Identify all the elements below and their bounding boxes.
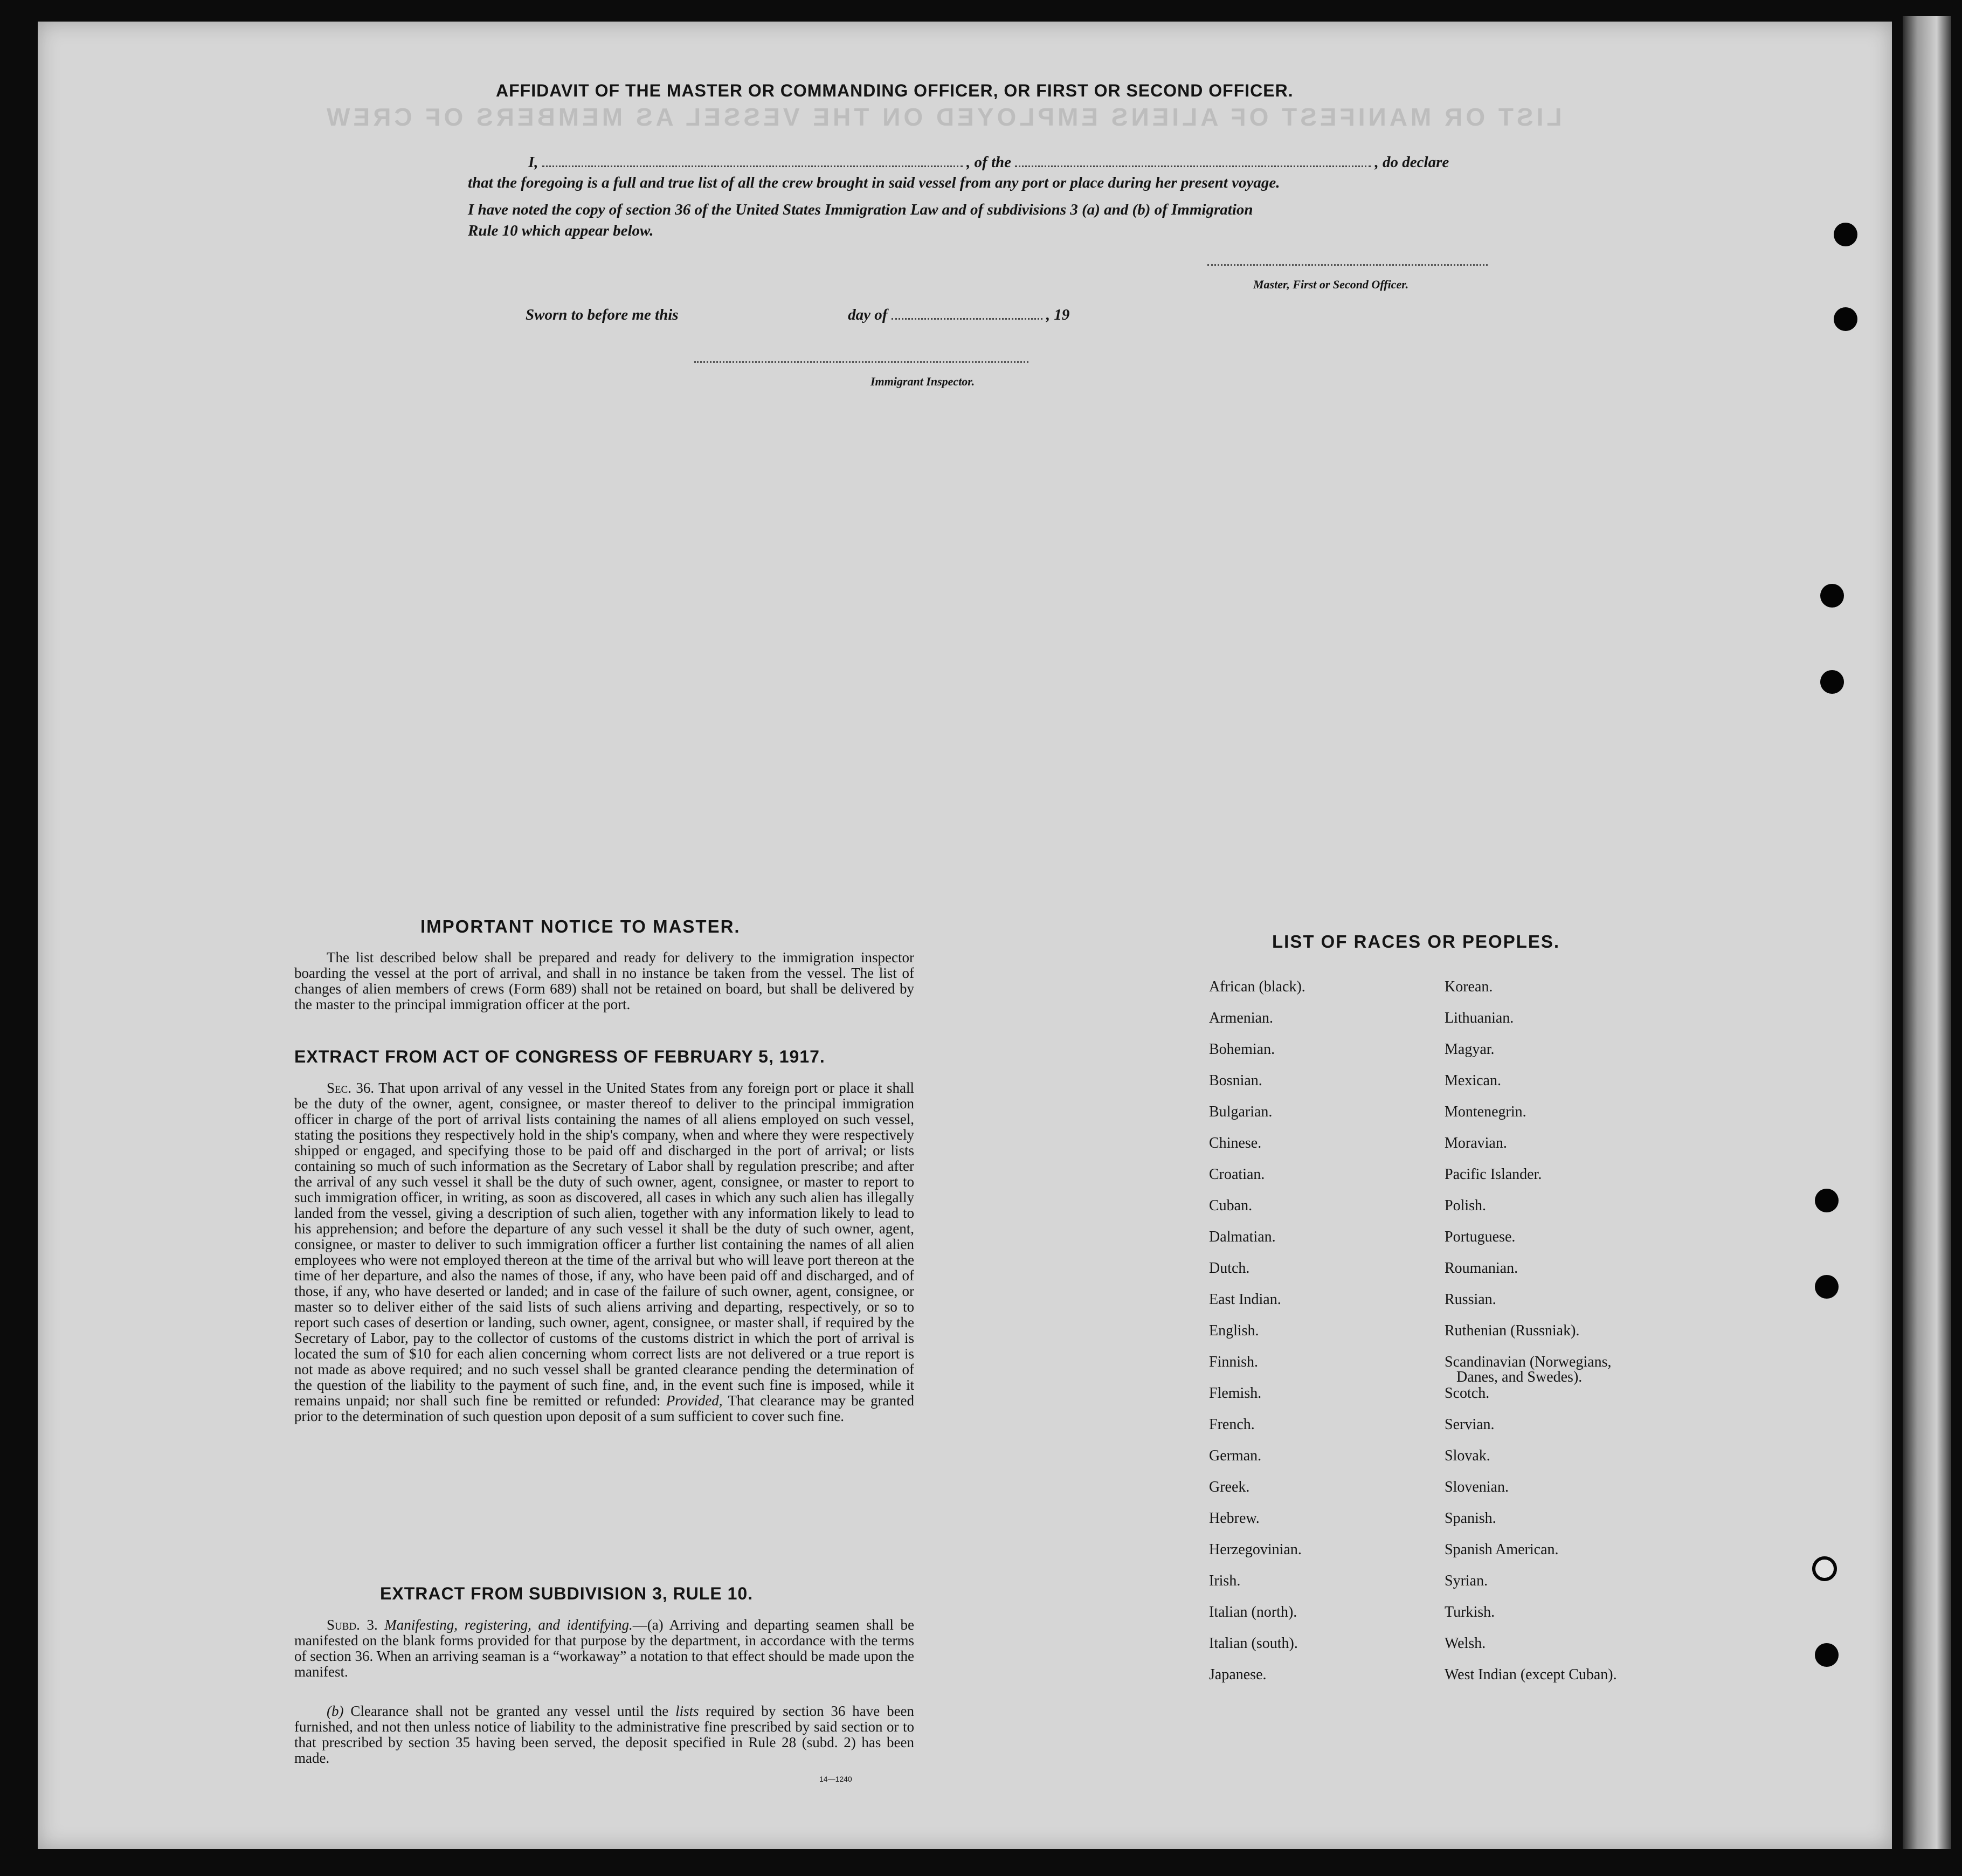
race-item xyxy=(1209,1103,1305,1135)
race-item xyxy=(1209,1479,1305,1510)
sworn-label: Sworn to before me this xyxy=(526,306,679,323)
punch-hole xyxy=(1820,584,1844,608)
race-item xyxy=(1445,1354,1617,1385)
race-label: Mexican. xyxy=(1445,1072,1501,1089)
race-label-continuation: Danes, and Swedes). xyxy=(1456,1369,1583,1385)
race-item xyxy=(1209,1447,1305,1479)
race-item xyxy=(1209,1385,1305,1416)
race-item xyxy=(1445,1072,1617,1103)
race-item xyxy=(1445,1510,1617,1541)
extract-rule-para-b xyxy=(294,1703,914,1766)
race-label: Italian (north). xyxy=(1209,1604,1297,1620)
race-item xyxy=(1445,1010,1617,1041)
race-item xyxy=(1445,1666,1617,1698)
page-edge xyxy=(1903,16,1951,1849)
race-item xyxy=(1209,1322,1305,1354)
affidavit-declare-label: , do declare xyxy=(1374,154,1449,171)
race-label: Armenian. xyxy=(1209,1010,1273,1026)
bleed-through-title: LIST OR MANIFEST OF ALIENS EMPLOYED ON THE VESSEL AS MEMBERS OF CREW xyxy=(323,103,1562,131)
sworn-day-of-label: day of xyxy=(848,306,888,323)
race-label: Slovenian. xyxy=(1445,1479,1509,1495)
punch-hole xyxy=(1834,223,1857,246)
master-signature-field[interactable] xyxy=(1207,264,1488,266)
races-title: LIST OF RACES OR PEOPLES. xyxy=(1272,932,1560,951)
race-item xyxy=(1209,1010,1305,1041)
para-b-label: (b) xyxy=(327,1703,344,1719)
race-item xyxy=(1209,1510,1305,1541)
race-item xyxy=(1445,1572,1617,1604)
subd-3-label: Subd. 3. xyxy=(327,1617,378,1633)
race-label: Spanish. xyxy=(1445,1510,1496,1527)
affidavit-line-3: I have noted the copy of section 36 of the United States Immigration Law and of subdivisions 3 (a) and (b) of Immigration xyxy=(468,201,1253,218)
race-label: Bosnian. xyxy=(1209,1072,1262,1089)
race-item xyxy=(1445,1166,1617,1197)
race-label: African (black). xyxy=(1209,978,1305,995)
race-item xyxy=(1209,1572,1305,1604)
punch-hole xyxy=(1815,1189,1839,1212)
punch-hole xyxy=(1812,1556,1837,1581)
race-label: East Indian. xyxy=(1209,1291,1281,1308)
sec-36-text: That upon arrival of any vessel in the United States from any foreign port or place it shall be the duty of the owner, agent, consignee, or master thereof to deliver to the principal immigration officer in charge of the port of arrival lists containing the names of all aliens employed on such vessel, stating the positions they respectively hold in the ship's company, when and where they were respectively shipped or engaged, and specifying those to be paid off and discharged in the port of arrival; or lists containing so much of such information as the Secretary of Labor shall by regulation prescribe; and after the arrival of any such vessel it shall be the duty of such owner, agent, consignee, or master to report to such immigration officer, in writing, as soon as discovered, all cases in which any such alien has illegally landed from the vessel, giving a description of such alien, together with any information likely to lead to his apprehension; and before the departure of any such vessel it shall be the duty of such owner, agent, consignee, or master to deliver to such immigration officer a further list containing the names of all alien employees who were not employed thereon at the time of the arrival but who will leave port thereon at the time of her departure, and also the names of those, if any, who have been paid off and discharged, and of those, if any, who have deserted or landed; and in case of the failure of such owner, agent, consignee, or master so to deliver either of the said lists of such aliens arriving and departing, respectively, or so to report such cases of desertion or landing, such owner, agent, consignee, or master shall, if required by the Secretary of Labor, pay to the collector of customs of the customs district in which the port of arrival is located the sum of $10 for each alien concerning whom correct lists are not delivered or a true report is not made as above required; and no such vessel shall be granted clearance pending the determination of the question of the liability to the payment of such fine, and, in the event such fine is imposed, while it remains unpaid; nor shall such fine be remitted or refunded: xyxy=(294,1080,915,1409)
race-item xyxy=(1209,1072,1305,1103)
race-item xyxy=(1209,1260,1305,1291)
race-item xyxy=(1209,1291,1305,1322)
race-item xyxy=(1209,1416,1305,1447)
races-column-1 xyxy=(1209,978,1305,1698)
sworn-day-field[interactable] xyxy=(682,306,844,320)
sec-36-text-end: That clearance may be granted prior to the determination of such question upon deposit of a sum sufficient to cover such fine. xyxy=(294,1392,914,1424)
race-label: Pacific Islander. xyxy=(1445,1166,1542,1183)
race-item xyxy=(1209,1197,1305,1229)
race-label: Polish. xyxy=(1445,1197,1487,1214)
race-label: Lithuanian. xyxy=(1445,1010,1514,1026)
notice-body: The list described below shall be prepared and ready for delivery to the immigration inspector boarding the vessel at the port of arrival, and shall in no instance be taken from the vessel. The list of changes of alien members of crews (Form 689) shall not be retained on board, but shall be delivered by the master to the principal immigration officer at the port. xyxy=(294,949,914,1012)
race-label: Scandinavian (Norwegians, xyxy=(1445,1354,1612,1370)
form-number: 14—1240 xyxy=(819,1775,852,1783)
race-label: Slovak. xyxy=(1445,1447,1490,1464)
race-label: Finnish. xyxy=(1209,1354,1259,1370)
race-label: Dutch. xyxy=(1209,1260,1250,1277)
race-label: Welsh. xyxy=(1445,1635,1486,1652)
race-item xyxy=(1445,1322,1617,1354)
race-label: Chinese. xyxy=(1209,1135,1262,1151)
race-label: Bulgarian. xyxy=(1209,1103,1273,1120)
inspector-signature-label: Immigrant Inspector. xyxy=(871,375,975,388)
race-label: Croatian. xyxy=(1209,1166,1265,1183)
officer-name-field[interactable] xyxy=(542,154,963,167)
race-item xyxy=(1209,1666,1305,1698)
race-item xyxy=(1209,1635,1305,1666)
race-label: French. xyxy=(1209,1416,1255,1433)
race-label: Syrian. xyxy=(1445,1572,1488,1589)
race-item xyxy=(1445,1135,1617,1166)
race-label: Roumanian. xyxy=(1445,1260,1518,1277)
sworn-line xyxy=(526,306,1069,324)
affidavit-line-2: that the foregoing is a full and true list of all the crew brought in said vessel from any port or place during her present voyage. xyxy=(468,174,1280,191)
para-b-text-end: required by section 36 have been furnished, and not then unless notice of liability to the administrative fine prescribed by said section or to that prescribed by section 35 having been served, the deposit specified in Rule 28 (subd. 2) has been made. xyxy=(294,1703,915,1766)
race-item xyxy=(1445,1041,1617,1072)
extract-act-title: EXTRACT FROM ACT OF CONGRESS OF FEBRUARY 5, 1917. xyxy=(294,1047,825,1066)
race-label: Hebrew. xyxy=(1209,1510,1260,1527)
race-label: Bohemian. xyxy=(1209,1041,1275,1058)
race-label: Russian. xyxy=(1445,1291,1496,1308)
race-item xyxy=(1445,1103,1617,1135)
race-item xyxy=(1445,1197,1617,1229)
race-item xyxy=(1445,1635,1617,1666)
sec-36-label: Sec. 36. xyxy=(327,1080,375,1096)
race-item xyxy=(1209,1135,1305,1166)
affidavit-of-the-label: , of the xyxy=(966,154,1012,171)
race-label: German. xyxy=(1209,1447,1262,1464)
race-item xyxy=(1209,1166,1305,1197)
race-label: Spanish American. xyxy=(1445,1541,1559,1558)
subd-3-para-a-text: —(a) Arriving and departing seamen shall be manifested on the blank forms provided for that purpose by the department, in accordance with the terms of section 36. When an arriving seaman is a “workaway” a notation to that effect should be made upon the manifest. xyxy=(294,1617,914,1680)
race-label: Irish. xyxy=(1209,1572,1241,1589)
race-item xyxy=(1209,978,1305,1010)
race-label: Portuguese. xyxy=(1445,1229,1516,1245)
affidavit-i-label: I, xyxy=(528,154,538,171)
race-label: Herzegovinian. xyxy=(1209,1541,1302,1558)
extract-act-body xyxy=(294,1080,914,1424)
race-item xyxy=(1445,1416,1617,1447)
race-label: Flemish. xyxy=(1209,1385,1262,1402)
race-label: Korean. xyxy=(1445,978,1493,995)
para-b-text-start: Clearance shall not be granted any vessel until the xyxy=(350,1703,669,1719)
race-item xyxy=(1209,1541,1305,1572)
sworn-year-label: , 19 xyxy=(1046,306,1070,323)
race-label: Cuban. xyxy=(1209,1197,1253,1214)
race-label: Magyar. xyxy=(1445,1041,1495,1058)
race-item xyxy=(1445,1385,1617,1416)
race-item xyxy=(1445,978,1617,1010)
race-item xyxy=(1445,1479,1617,1510)
race-label: West Indian (except Cuban). xyxy=(1445,1666,1617,1683)
punch-hole xyxy=(1834,307,1857,331)
race-item xyxy=(1209,1354,1305,1385)
race-label: Greek. xyxy=(1209,1479,1250,1495)
punch-hole xyxy=(1815,1643,1839,1667)
para-b-lists: lists xyxy=(675,1703,699,1719)
races-column-2 xyxy=(1445,978,1617,1698)
master-signature-label: Master, First or Second Officer. xyxy=(1253,278,1409,291)
race-label: Moravian. xyxy=(1445,1135,1507,1151)
vessel-name-field[interactable] xyxy=(1015,154,1371,167)
race-label: Montenegrin. xyxy=(1445,1103,1526,1120)
extract-rule-title: EXTRACT FROM SUBDIVISION 3, RULE 10. xyxy=(380,1584,754,1603)
race-label: Scotch. xyxy=(1445,1385,1490,1402)
race-label: Italian (south). xyxy=(1209,1635,1298,1652)
race-item xyxy=(1445,1541,1617,1572)
race-item xyxy=(1209,1229,1305,1260)
race-label: Turkish. xyxy=(1445,1604,1495,1620)
subd-3-heading: Manifesting, registering, and identifying. xyxy=(384,1617,633,1633)
extract-rule-para-a xyxy=(294,1617,914,1680)
race-item xyxy=(1445,1229,1617,1260)
race-item xyxy=(1445,1291,1617,1322)
affidavit-line-4: Rule 10 which appear below. xyxy=(468,222,654,239)
race-item xyxy=(1445,1604,1617,1635)
race-label: Ruthenian (Russniak). xyxy=(1445,1322,1580,1339)
race-item xyxy=(1445,1447,1617,1479)
punch-hole xyxy=(1815,1275,1839,1299)
affidavit-title: AFFIDAVIT OF THE MASTER OR COMMANDING OFFICER, OR FIRST OR SECOND OFFICER. xyxy=(496,81,1294,100)
notice-title: IMPORTANT NOTICE TO MASTER. xyxy=(420,916,741,936)
sworn-month-field[interactable] xyxy=(892,306,1042,320)
provided-label: Provided, xyxy=(666,1392,723,1409)
race-item xyxy=(1209,1604,1305,1635)
affidavit-declaration-line xyxy=(528,154,1449,171)
race-item xyxy=(1445,1260,1617,1291)
inspector-signature-field[interactable] xyxy=(694,361,1028,363)
race-label: Dalmatian. xyxy=(1209,1229,1276,1245)
race-label: Servian. xyxy=(1445,1416,1495,1433)
race-label: English. xyxy=(1209,1322,1259,1339)
race-label: Japanese. xyxy=(1209,1666,1267,1683)
race-item xyxy=(1209,1041,1305,1072)
punch-hole xyxy=(1820,670,1844,694)
